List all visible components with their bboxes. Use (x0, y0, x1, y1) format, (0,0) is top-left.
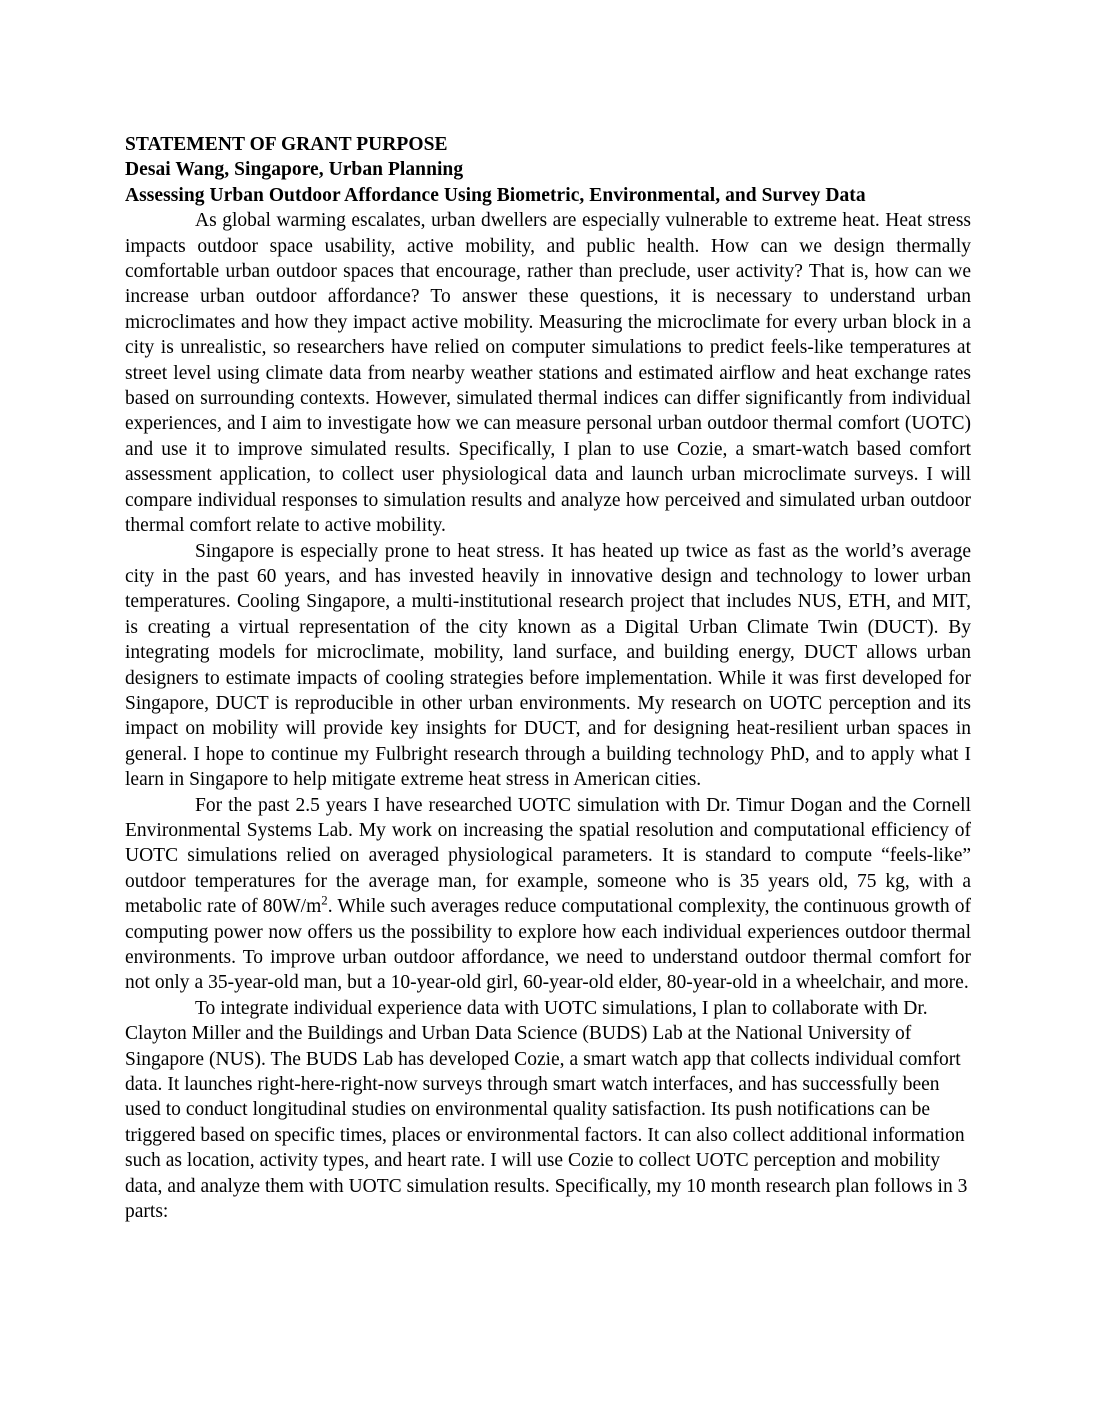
paragraph-3-text-before-superscript: For the past 2.5 years I have researched UOTC simulation with Dr. Timur Dogan and the Cornell Environmental Systems Lab. My work on increasing the spatial resolution and computational efficiency of UOTC simulations relied on averaged physiological parameters. It is standard to compute “feels-like” outdoor temperatures for the average man, for example, someone who is 35 years old, 75 kg, with a metabolic rate of 80W/m (125, 794, 971, 918)
document-title: STATEMENT OF GRANT PURPOSE (125, 134, 448, 155)
paragraph-2 (125, 539, 971, 793)
paragraph-3-text-after-superscript: . While such averages reduce computational complexity, the continuous growth of computing power now offers us the possibility to explore how each individual experiences outdoor thermal environments. To improve urban outdoor affordance, we need to understand outdoor thermal comfort for not only a 35-year-old man, but a 10-year-old girl, 60-year-old elder, 80-year-old in a wheelchair, and more. (125, 896, 971, 994)
superscript-square: 2 (321, 893, 328, 908)
paragraph-3 (125, 793, 971, 996)
paragraph-4 (125, 996, 971, 1225)
document-body (125, 132, 971, 1224)
project-title: Assessing Urban Outdoor Affordance Using Biometric, Environmental, and Survey Data (125, 184, 866, 206)
paragraph-4-text: To integrate individual experience data with UOTC simulations, I plan to collaborate with Dr. Clayton Miller and the Buildings and Urban Data Science (BUDS) Lab at the National University of Singapore (NUS). The BUDS Lab has developed Cozie, a smart watch app that collects individual comfort data. It launches right-here-right-now surveys through smart watch interfaces, and has successfully been used to conduct longitudinal studies on environmental quality satisfaction. Its push notifications can be triggered based on specific times, places or environmental factors. It can also collect additional information such as location, activity types, and heart rate. I will use Cozie to collect UOTC perception and mobility data, and analyze them with UOTC simulation results. Specifically, my 10 month research plan follows in 3 parts: (125, 997, 968, 1223)
paragraph-1-text: As global warming escalates, urban dwellers are especially vulnerable to extreme heat. Heat stress impacts outdoor space usability, active mobility, and public health. How can we design thermally comfortable urban outdoor spaces that encourage, rather than preclude, user activity? That is, how can we increase urban outdoor affordance? To answer these questions, it is necessary to understand urban microclimates and how they impact active mobility. Measuring the microclimate for every urban block in a city is unrealistic, so researchers have relied on computer simulations to predict feels-like temperatures at street level using climate data from nearby weather stations and estimated airflow and heat exchange rates based on surrounding contexts. However, simulated thermal indices can differ significantly from individual experiences, and I aim to investigate how we can measure personal urban outdoor thermal comfort (UOTC) and use it to improve simulated results. Specifically, I plan to use Cozie, a smart-watch based comfort assessment application, to collect user physiological data and launch urban microclimate surveys. I will compare individual responses to simulation results and analyze how perceived and simulated urban outdoor thermal comfort relate to active mobility. (125, 210, 971, 537)
paragraph-2-text: Singapore is especially prone to heat stress. It has heated up twice as fast as the world’s average city in the past 60 years, and has invested heavily in innovative design and technology to lower urban temperatures. Cooling Singapore, a multi-institutional research project that includes NUS, ETH, and MIT, is creating a virtual representation of the city known as a Digital Urban Climate Twin (DUCT). By integrating models for microclimate, mobility, land surface, and building energy, DUCT allows urban designers to estimate impacts of cooling strategies before implementation. While it was first developed for Singapore, DUCT is reproducible in other urban environments. My research on UOTC perception and its impact on mobility will provide key insights for DUCT, and for designing heat-resilient urban spaces in general. I hope to continue my Fulbright research through a building technology PhD, and to apply what I learn in Singapore to help mitigate extreme heat stress in American cities. (125, 540, 971, 791)
paragraph-1 (125, 208, 971, 538)
applicant-line: Desai Wang, Singapore, Urban Planning (125, 159, 464, 181)
